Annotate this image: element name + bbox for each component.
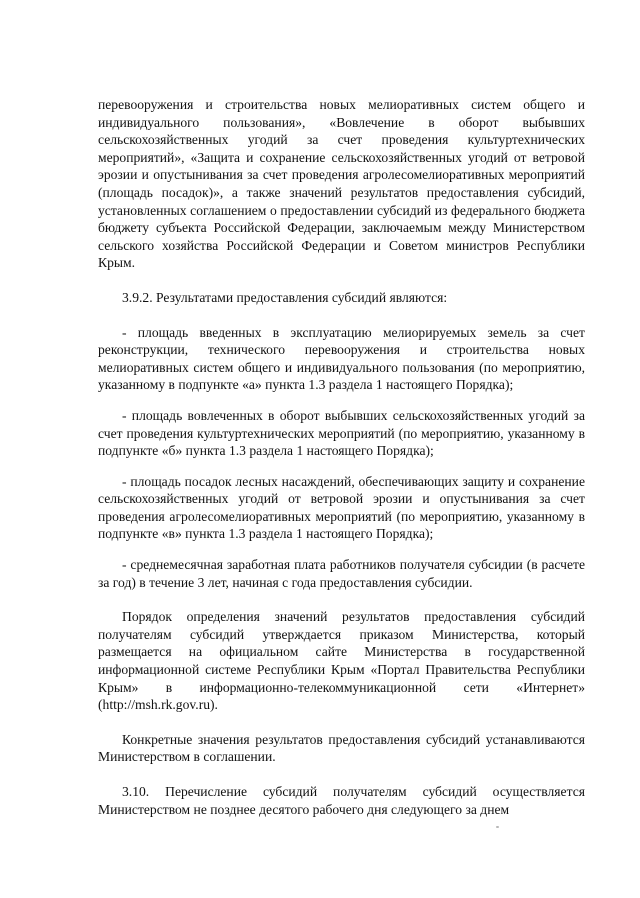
paragraph-specific-values: Конкретные значения результатов предоставления субсидий устанавливаются Министерством в соглашении. — [98, 731, 585, 765]
paragraph-continuation: перевооружения и строительства новых мелиоративных систем общего и индивидуального пользования», «Вовлечение в оборот выбывших сельскохозяйственных угодий за счет проведения культуртехнических мероприятий», «Защита и сохранение сельскохозяйственных угодий от ветровой эрозии и опустынивания за счет проведения агролесомелиоративных мероприятий (площадь посадок)», а также значений результатов предоставления субсидий, установленных соглашением о предоставлении субсидий из федерального бюджета бюджету субъекта Российской Федерации, заключаемым между Министерством сельского хозяйства Российской Федерации и Советом министров Республики Крым. — [98, 97, 585, 271]
list-item-abandoned-land: - площадь вовлеченных в оборот выбывших сельскохозяйственных угодий за счет проведения культуртехнических мероприятий (по мероприятию, указанному в подпункте «б» пункта 1.3 раздела 1 настоящего Порядка); — [98, 407, 585, 459]
list-item-average-salary: - среднемесячная заработная плата работников получателя субсидии (в расчете за год) в течение 3 лет, начиная с года предоставления субсидии. — [98, 557, 585, 590]
paragraph-3-9-2: 3.9.2. Результатами предоставления субсидий являются: — [122, 289, 448, 305]
list-item-forest-plantings: - площадь посадок лесных насаждений, обеспечивающих защиту и сохранение сельскохозяйственных угодий от ветровой эрозии и опустынивания за счет проведения агролесомелиоративных мероприятий (по мероприятию, указанному в подпункте «в» пункта 1.3 раздела 1 настоящего Порядка); — [98, 473, 585, 542]
paragraph-results-procedure: Порядок определения значений результатов предоставления субсидий получателям субсидий утверждается приказом Министерства, который размещается на официальном сайте Министерства в государственной информационной системе Республики Крым «Портал Правительства Республики Крым» в информационно-телекоммуникационной сети «Интернет» (http://msh.rk.gov.ru). — [98, 609, 585, 713]
document-body — [98, 96, 585, 818]
paragraph-3-10: 3.10. Перечисление субсидий получателям субсидий осуществляется Министерством не позднее десятого рабочего дня следующего за днем — [98, 784, 585, 817]
list-item-reclaimed-land: - площадь введенных в эксплуатацию мелиорируемых земель за счет реконструкции, технического перевооружения и строительства новых мелиоративных систем общего и индивидуального пользования (по мероприятию, указанному в подпункте «а» пункта 1.3 раздела 1 настоящего Порядка); — [98, 324, 585, 393]
scan-speck — [496, 826, 499, 828]
